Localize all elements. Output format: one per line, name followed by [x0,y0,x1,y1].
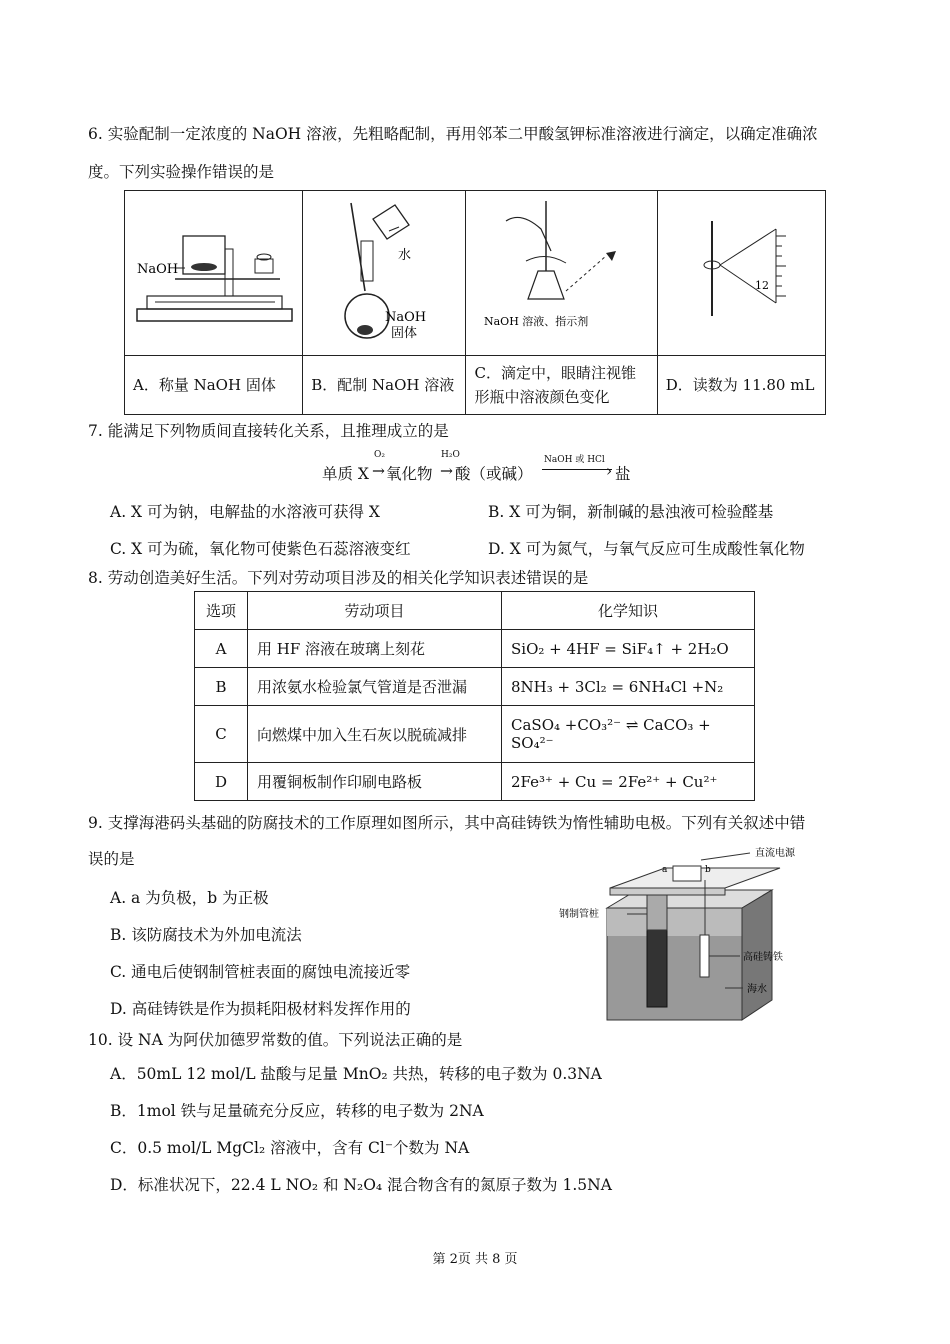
tick-12-label: 12 [754,279,769,292]
burette-figure [658,191,825,351]
row-project: 向燃煤中加入生石灰以脱硫减排 [248,706,502,763]
chain-long-arrow [542,469,612,470]
row-option: B [195,668,248,706]
page-footer: 第 2页 共 8 页 [432,1252,518,1267]
q7-option-d: D. X 可为氮气，与氧气反应可生成酸性氧化物 [488,540,805,558]
q10-option-a: A．50mL 12 mol/L 盐酸与足量 MnO₂ 共热，转移的电子数为 0.3NA [110,1065,602,1083]
chain-o2: O₂ [374,450,385,460]
q6-options-table [124,190,826,415]
q6-figure-a [125,191,303,356]
q9-option-c: C. 通电后使钢制管桩表面的腐蚀电流接近零 [110,963,411,981]
q9-stem-line2: 误的是 [88,850,135,868]
silicon-iron-label: 高硅铸铁 [743,952,783,963]
q7-option-c: C. X 可为硫，氧化物可使紫色石蕊溶液变红 [110,540,411,558]
chain-acid: 酸（或碱） [455,465,533,483]
q6-option-b: B．配制 NaOH 溶液 [303,356,466,415]
table-row [195,763,755,801]
q8-stem: 8. 劳动创造美好生活。下列对劳动项目涉及的相关化学知识表述错误的是 [88,569,589,587]
q10-option-c: C．0.5 mol/L MgCl₂ 溶液中，含有 Cl⁻个数为 NA [110,1139,470,1157]
row-knowledge: CaSO₄ +CO₃²⁻ ⇌ CaCO₃ + SO₄²⁻ [502,706,755,763]
chain-arrow-1: → [372,462,385,480]
flask-figure [303,191,465,351]
row-knowledge: 2Fe³⁺ + Cu = 2Fe²⁺ + Cu²⁺ [502,763,755,801]
row-project: 用 HF 溶液在玻璃上刻花 [248,630,502,668]
header-knowledge: 化学知识 [502,592,755,630]
q9-option-d: D. 高硅铸铁是作为损耗阳极材料发挥作用的 [110,1000,411,1018]
row-project: 用覆铜板制作印刷电路板 [248,763,502,801]
q6-stem-line2: 度。下列实验操作错误的是 [88,163,275,181]
q6-option-a: A．称量 NaOH 固体 [125,356,303,415]
q9-option-b: B. 该防腐技术为外加电流法 [110,926,302,944]
q7-option-a: A. X 可为钠，电解盐的水溶液可获得 X [110,503,380,521]
row-knowledge: 8NH₃ + 3Cl₂ = 6NH₄Cl +N₂ [502,668,755,706]
row-project: 用浓氨水检验氯气管道是否泄漏 [248,668,502,706]
q10-option-b: B．1mol 铁与足量硫充分反应，转移的电子数为 2NA [110,1102,484,1120]
q6-option-c [466,356,657,415]
q6-figure-d [657,191,825,356]
table-row [195,630,755,668]
q9-option-a: A. a 为负极，b 为正极 [110,889,269,907]
chain-h2o: H₂O [441,450,460,460]
power-supply-label: 直流电源 [755,848,795,859]
chain-start: 单质 X [322,465,369,483]
chain-reagent: NaOH 或 HCl [544,455,605,465]
row-option: D [195,763,248,801]
header-option: 选项 [195,592,248,630]
cathodic-protection-figure [555,840,855,1025]
chain-salt: 盐 [615,465,631,483]
naoh-label-a: NaOH [137,262,179,277]
q9-stem-line1: 9. 支撑海港码头基础的防腐技术的工作原理如图所示，其中高硅铸铁为惰性辅助电极。下列有关叙述中错 [88,814,806,832]
balance-figure [125,191,302,351]
q6-option-c-line1: C．滴定中，眼睛注视锥 [474,364,636,382]
titration-figure [466,191,656,351]
q8-header-row [195,592,755,630]
q7-stem: 7. 能满足下列物质间直接转化关系，且推理成立的是 [88,422,449,440]
q6-stem-line1: 6. 实验配制一定浓度的 NaOH 溶液，先粗略配制，再用邻苯二甲酸氢钾标准溶液进行滴定，以确定准确浓 [88,125,818,143]
chain-arrow-2: → [440,462,453,480]
q6-figure-b [303,191,466,356]
q6-figure-c [466,191,657,356]
q7-option-b: B. X 可为铜，新制碱的悬浊液可检验醛基 [488,503,774,521]
terminal-a-label: a [662,865,668,875]
q10-stem: 10. 设 NA 为阿伏加德罗常数的值。下列说法正确的是 [88,1031,463,1049]
solid-label: 固体 [391,326,418,341]
water-label: 水 [398,248,412,263]
q8-table [194,591,755,801]
row-knowledge: SiO₂ + 4HF = SiF₄↑ + 2H₂O [502,630,755,668]
q10-option-d: D．标准状况下，22.4 L NO₂ 和 N₂O₄ 混合物含有的氮原子数为 1.5NA [110,1176,612,1194]
row-option: A [195,630,248,668]
naoh-indicator-label: NaOH 溶液、指示剂 [484,315,589,328]
chain-arrowhead: › [606,462,613,480]
steel-pile-label: 钢制管桩 [559,909,599,920]
naoh-label-b: NaOH [385,310,427,325]
seawater-label: 海水 [747,984,767,995]
header-project: 劳动项目 [248,592,502,630]
table-row [195,706,755,763]
q6-option-d: D．读数为 11.80 mL [657,356,825,415]
table-row [195,668,755,706]
row-option: C [195,706,248,763]
q6-option-c-line2: 形瓶中溶液颜色变化 [474,388,610,406]
chain-oxide: 氧化物 [386,465,433,483]
terminal-b-label: b [705,865,711,875]
